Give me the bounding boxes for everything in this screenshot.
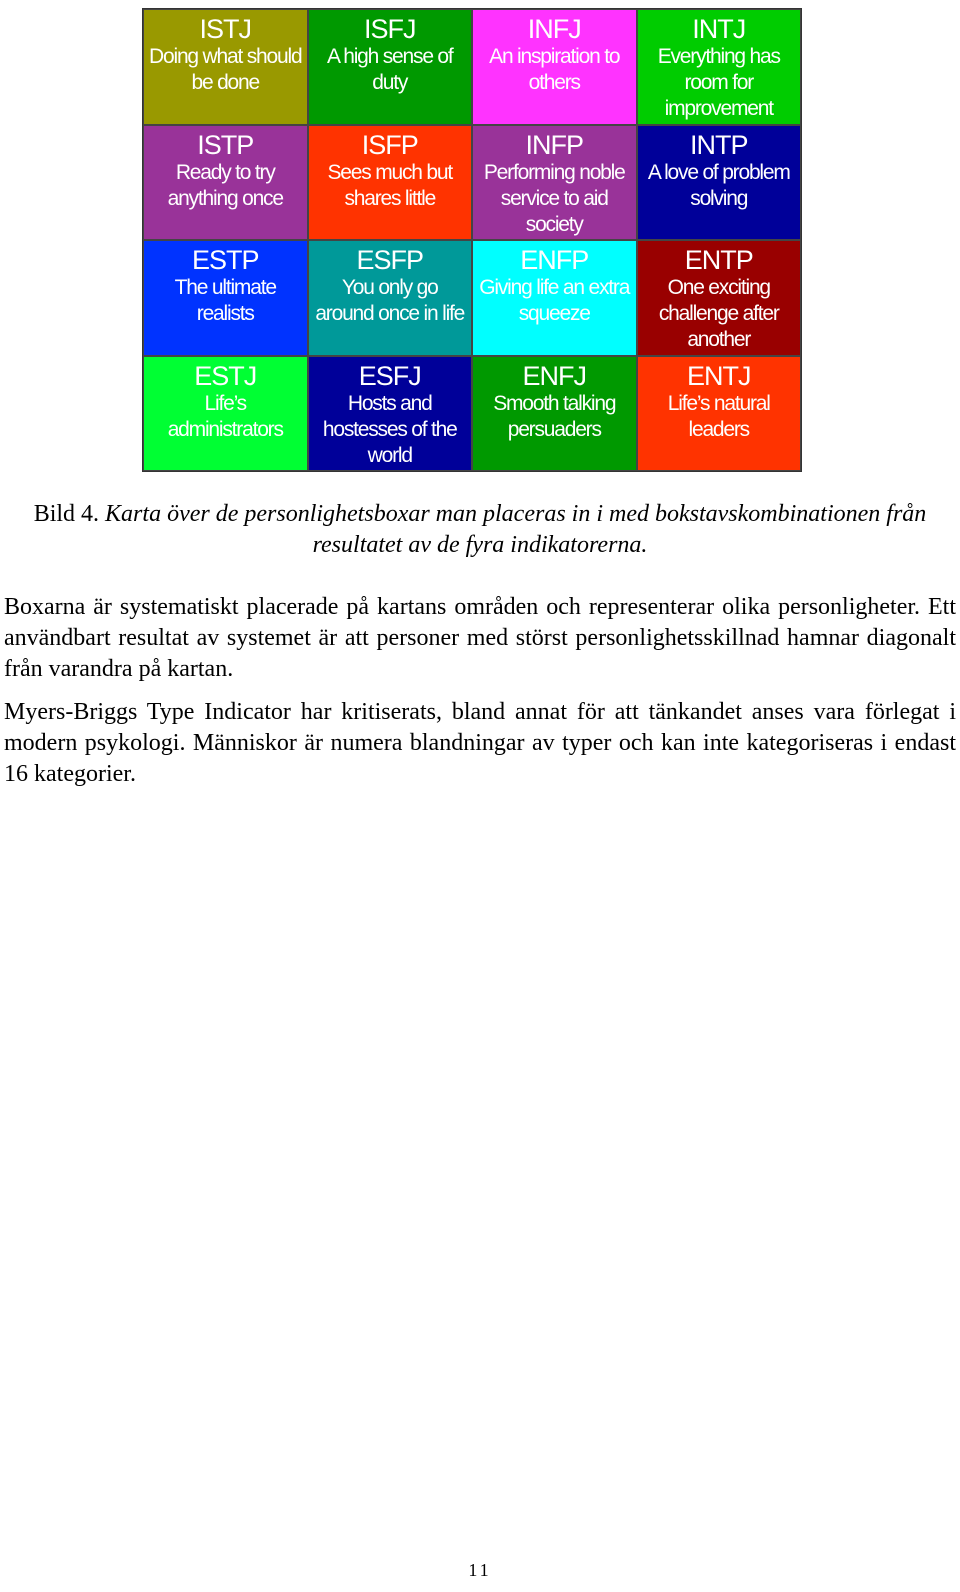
personality-type-grid (142, 8, 802, 472)
type-description: Ready to try anything once (167, 160, 283, 210)
type-cell-estj (143, 356, 308, 472)
type-code: ENFJ (522, 360, 586, 391)
type-cell-entj (637, 356, 802, 472)
type-code: INFP (525, 129, 583, 160)
caption-text: Karta över de personlighetsboxar man placeras in i med bokstavskombinationen från resultatet av de fyra indikatorerna. (105, 501, 927, 558)
type-cell-istp (143, 125, 308, 241)
type-code: INTJ (692, 14, 746, 44)
type-cell-enfj (472, 356, 637, 472)
type-code: ENTJ (687, 360, 751, 391)
type-code: ESFP (356, 245, 424, 275)
type-cell-entp (637, 240, 802, 356)
type-cell-isfj (308, 9, 473, 125)
type-description: Everything has room for improvement (657, 45, 780, 120)
type-description: One exciting challenge after another (658, 276, 779, 351)
type-code: ESTP (191, 245, 259, 275)
type-description: Hosts and hostesses of the world (322, 391, 457, 467)
type-description: Doing what should be done (149, 45, 302, 94)
type-cell-intj (637, 9, 802, 125)
type-cell-infp (472, 125, 637, 241)
type-code: INFJ (527, 14, 581, 44)
paragraph-1: Boxarna är systematiskt placerade på kartans områden och representerar olika personligheter. Ett användbart resultat av systemet är att personer med störst personlighetsskillnad hamnar diagonalt från varandra på kartan. (4, 594, 956, 682)
type-code: ISFP (361, 129, 418, 160)
figure-caption (4, 499, 956, 561)
type-code: INTP (689, 129, 748, 160)
type-code: ENTP (684, 245, 753, 275)
type-description: A love of problem solving (647, 160, 790, 210)
type-description: Smooth talking persuaders (493, 391, 616, 441)
paragraph-2: Myers-Briggs Type Indicator har kritiserats, bland annat för att tänkandet anses vara förlegat i modern psykologi. Människor är numera blandningar av typer och kan inte kategoriseras i endast 16 kategorier. (4, 699, 956, 787)
type-code: ISTJ (199, 14, 251, 44)
type-cell-istj (143, 9, 308, 125)
type-cell-infj (472, 9, 637, 125)
type-code: ISFJ (363, 14, 416, 44)
type-description: The ultimate realists (174, 276, 276, 325)
type-cell-intp (637, 125, 802, 241)
type-description: Giving life an extra squeeze (479, 276, 630, 325)
type-code: ISTP (197, 129, 254, 160)
type-description: You only go around once in life (315, 276, 465, 325)
page-number: 11 (468, 1560, 492, 1580)
type-cell-esfp (308, 240, 473, 356)
type-description: Performing noble service to aid society (483, 160, 625, 236)
type-code: ESFJ (358, 360, 421, 391)
type-code: ESTJ (194, 360, 257, 391)
type-cell-estp (143, 240, 308, 356)
type-cell-isfp (308, 125, 473, 241)
type-description: A high sense of duty (326, 45, 453, 94)
type-description: An inspiration to others (489, 45, 620, 94)
type-cell-esfj (308, 356, 473, 472)
type-description: Life’s administrators (167, 391, 283, 441)
caption-label: Bild 4. (33, 501, 100, 527)
type-cell-enfp (472, 240, 637, 356)
type-code: ENFP (520, 245, 589, 275)
type-description: Sees much but shares little (327, 160, 452, 210)
type-description: Life’s natural leaders (667, 391, 770, 441)
